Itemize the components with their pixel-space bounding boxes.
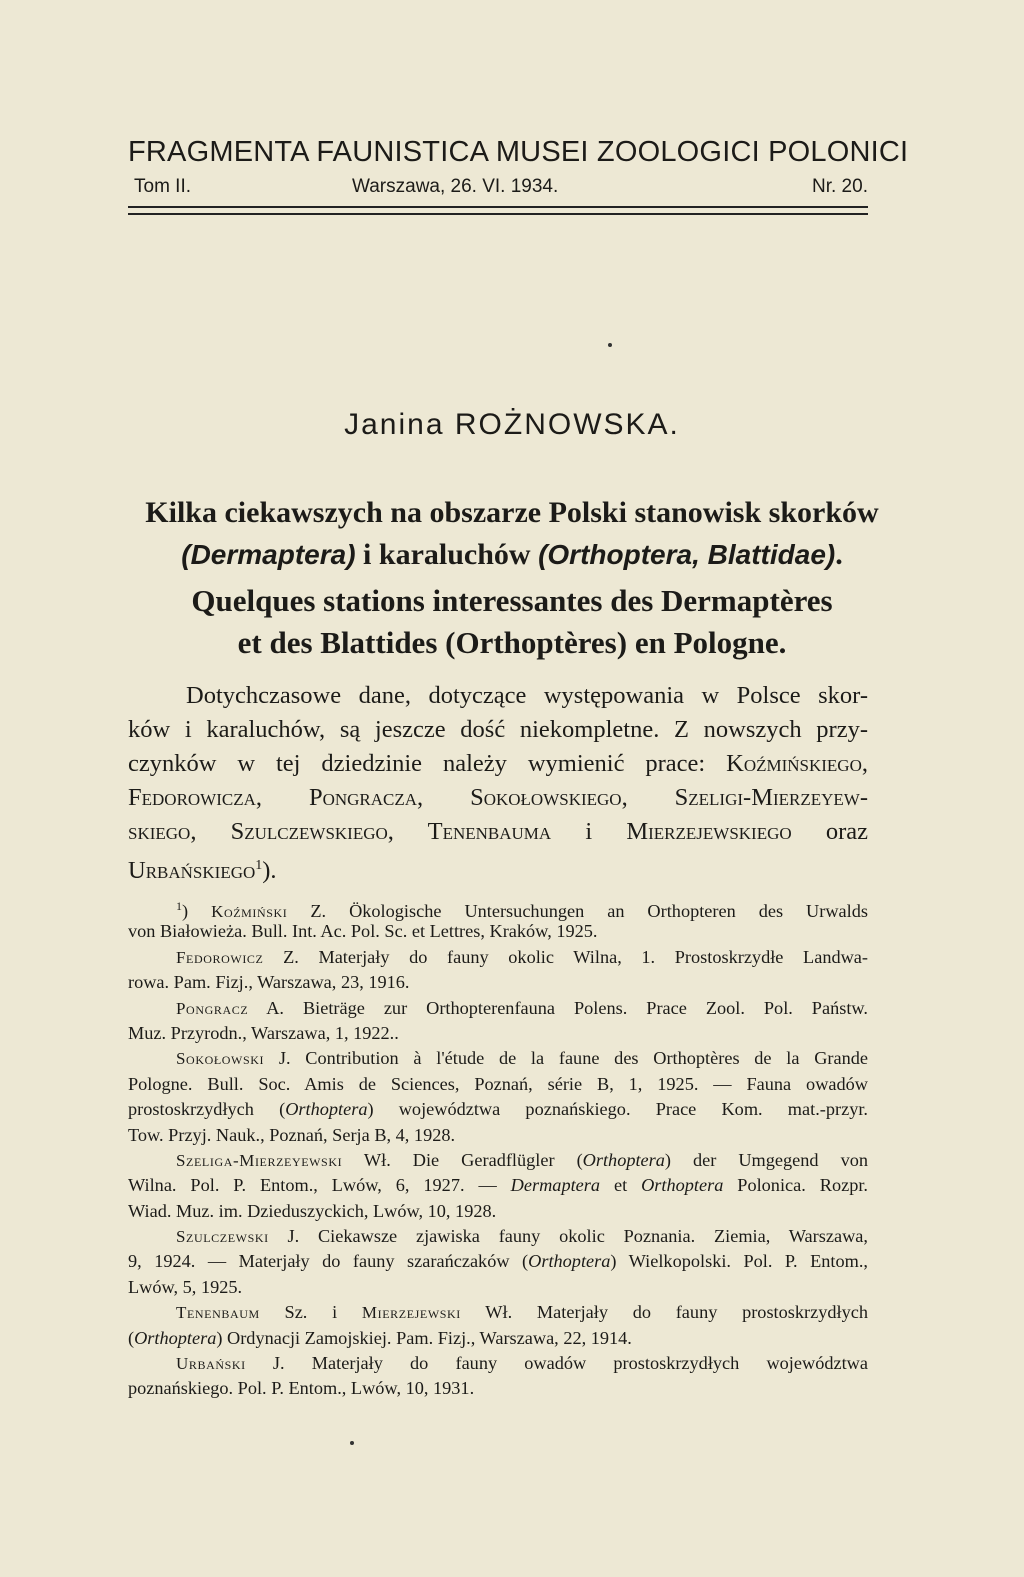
footnote-text: prostoskrzydłych (: [128, 1099, 286, 1120]
body-paragraph: [128, 679, 868, 883]
footnote-line: rowa. Pam. Fizj., Warszawa, 23, 1916.: [128, 972, 410, 993]
footnote-line: Tow. Przyj. Nauk., Poznań, Serja B, 4, 1928.: [128, 1124, 456, 1145]
footnote-text: et: [600, 1175, 642, 1196]
footnote-line: [128, 894, 868, 922]
taxon-dermaptera: (Dermaptera): [181, 539, 356, 570]
body-text: ).: [262, 857, 277, 885]
speck: [608, 343, 612, 347]
taxon-italic: Orthoptera: [134, 1327, 217, 1348]
footnote-author: Koźmiński: [211, 902, 288, 922]
footnote-text: Sz. i: [259, 1302, 362, 1323]
footnote-mark: 1: [176, 899, 182, 913]
title-french-line-1: Quelques stations interessantes des Dermaptères: [191, 583, 833, 618]
body-line-authors: Fedorowicza, Pongracza, Sokołowskiego, Szeligi-Mierzeyew-: [128, 784, 868, 811]
footnote-line: [128, 945, 868, 970]
footnote-text: J. Ciekawsze zjawiska fauny okolic Poznania. Ziemia, Warszawa,: [268, 1226, 868, 1247]
footnote-line: Lwów, 5, 1925.: [128, 1276, 243, 1297]
speck: [350, 1441, 354, 1445]
title-polish-line-1: Kilka ciekawszych na obszarze Polski stanowisk skorków: [145, 496, 879, 529]
footnote-text: ) Wielkopolski. Pol. P. Entom.,: [610, 1251, 869, 1272]
footnote-author: Mierzejewski: [361, 1303, 461, 1323]
footnote-line: Pologne. Bull. Soc. Amis de Sciences, Poznań, série B, 1, 1925. — Fauna owadów: [128, 1073, 868, 1094]
body-line: Dotychczasowe dane, dotyczące występowania w Polsce skor-: [186, 682, 868, 709]
footnote-text: ) der Umgegend von: [664, 1149, 868, 1170]
footnote-line: [128, 1326, 868, 1351]
footnote-line: poznańskiego. Pol. P. Entom., Lwów, 10, 1931.: [128, 1378, 475, 1399]
taxon-italic: Orthoptera: [285, 1099, 368, 1120]
title-french-line-2: et des Blattides (Orthoptères) en Pologne.: [237, 625, 787, 660]
footnote-ref: 1: [255, 858, 263, 873]
volume-label: Tom II.: [134, 176, 192, 197]
footnote-author: Szeliga-Mierzeyewski: [176, 1150, 343, 1170]
footnote-line: Muz. Przyrodn., Warszawa, 1, 1922..: [128, 1022, 399, 1043]
footnote-text: J. Contribution à l'étude de la faune des Orthoptères de la Grande: [264, 1048, 868, 1069]
footnote-text: J. Materjały do fauny owadów prostoskrzydłych województwa: [245, 1353, 868, 1374]
issue-number: Nr. 20.: [812, 176, 868, 197]
footnote-text: ) Ordynacji Zamojskiej. Pam. Fizj., Warszawa, 22, 1914.: [216, 1327, 632, 1348]
footnote-line: [128, 1173, 868, 1198]
taxon-italic: Orthoptera: [582, 1149, 665, 1170]
footnote-text: Polonica. Rozpr.: [723, 1175, 868, 1196]
footnote-author: Urbański: [176, 1354, 246, 1374]
cited-author: Koźmińskiego,: [726, 750, 868, 777]
footnote-text: A. Bieträge zur Orthopterenfauna Polens. Prace Zool. Pol. Państw.: [248, 997, 868, 1018]
footnote-text: ) województwa poznańskiego. Prace Kom. mat.-przyr.: [367, 1099, 868, 1120]
footnote-author: Szulczewski: [176, 1227, 269, 1247]
footnote-line: [128, 1148, 868, 1173]
footnote-line: Wiad. Muz. im. Dzieduszyckich, Lwów, 10, 1928.: [128, 1200, 497, 1221]
footnote-text: Wilna. Pol. P. Entom., Lwów, 6, 1927. —: [128, 1175, 511, 1196]
body-line: ków i karaluchów, są jeszcze dość niekompletne. Z nowszych przy-: [128, 716, 868, 743]
body-line: [128, 815, 868, 849]
title-polish: [100, 492, 924, 576]
title-french: [100, 580, 924, 664]
taxon-orthoptera-blattidae: (Orthoptera, Blattidae): [538, 539, 836, 570]
footnote-line: [128, 1097, 868, 1122]
footnote-text: Wł. Materjały do fauny prostoskrzydłych: [460, 1302, 868, 1323]
footnote-line: [128, 1249, 868, 1274]
footnote-text: 9, 1924. — Materjały do fauny szarańczaków (: [128, 1251, 529, 1272]
footnote-line: [128, 1046, 868, 1071]
footnote-author: Fedorowicz: [176, 947, 264, 967]
footnotes: [128, 894, 868, 1402]
taxon-italic: Dermaptera: [510, 1175, 601, 1196]
title-polish-line-2: [100, 534, 924, 576]
footnote-author: Pongracz: [176, 998, 249, 1018]
body-text: oraz: [791, 818, 868, 845]
title-text: .: [835, 538, 843, 571]
body-text: czynków w tej dziedzinie należy wymienić prace:: [128, 750, 727, 777]
cited-author: skiego, Szulczewskiego, Tenenbauma: [128, 818, 552, 845]
taxon-italic: Orthoptera: [528, 1251, 611, 1272]
footnote-line: [128, 996, 868, 1021]
header-double-rule: [128, 206, 868, 215]
footnote-text: Z. Ökologische Untersuchungen an Orthopteren des Urwalds: [287, 901, 868, 922]
footnote-text: Wł. Die Geradflügler (: [342, 1149, 583, 1170]
body-line: [128, 747, 868, 781]
place-date: Warszawa, 26. VI. 1934.: [352, 176, 559, 197]
footnote-line: [128, 1351, 868, 1376]
cited-author: Urbańskiego: [128, 857, 256, 885]
journal-title: FRAGMENTA FAUNISTICA MUSEI ZOOLOGICI POLONICI: [128, 136, 909, 168]
body-line: [128, 849, 868, 883]
author-name: Janina ROŻNOWSKA.: [344, 408, 680, 441]
footnote-text: ): [182, 901, 212, 922]
taxon-italic: Orthoptera: [641, 1175, 724, 1196]
footnote-text: (: [128, 1327, 135, 1348]
footnote-line: [128, 1224, 868, 1249]
footnote-line: [128, 1300, 868, 1325]
issue-line: [128, 176, 868, 200]
footnote-author: Tenenbaum: [176, 1303, 260, 1323]
cited-author: Mierzejewskiego: [626, 818, 792, 845]
footnote-author: Sokołowski: [176, 1049, 265, 1069]
footnote-line: von Białowieża. Bull. Int. Ac. Pol. Sc. et Lettres, Kraków, 1925.: [128, 921, 598, 942]
title-text: i karaluchów: [355, 538, 539, 571]
body-text: i: [551, 818, 627, 845]
footnote-text: Z. Materjały do fauny okolic Wilna, 1. Prostoskrzydłe Landwa-: [263, 946, 868, 967]
